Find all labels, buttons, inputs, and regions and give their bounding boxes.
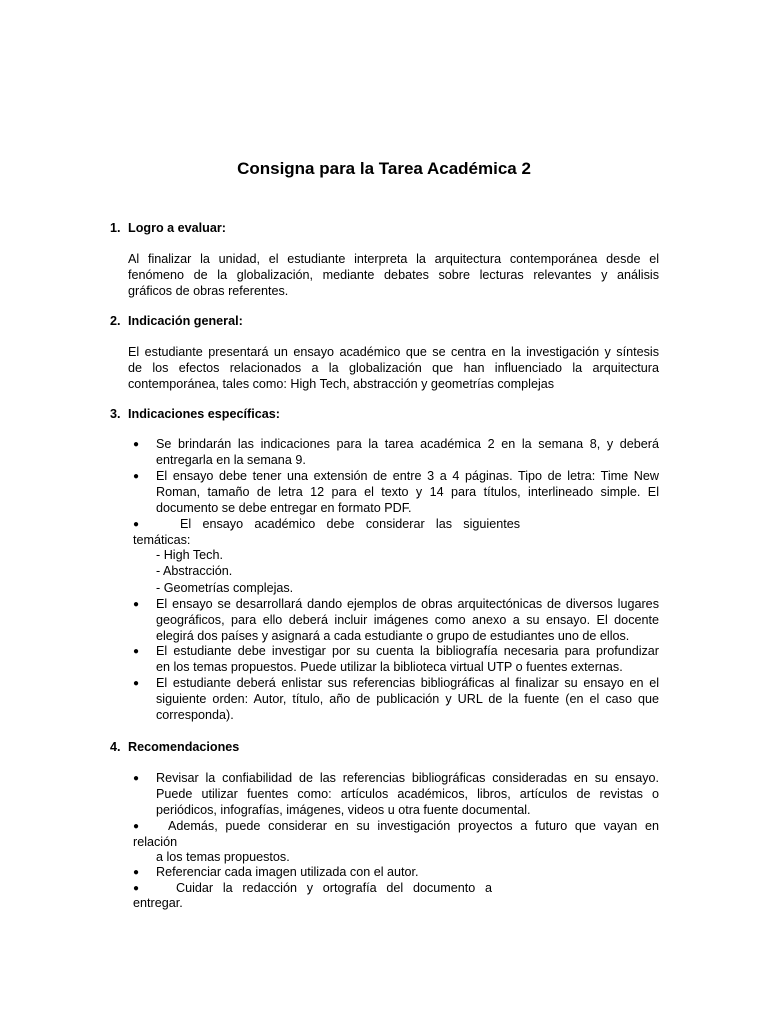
bullet-icon: ● [133,883,140,894]
bullet-icon: ● [133,867,140,878]
section-heading-indicacion-general: 2. Indicación general: [110,314,243,328]
list-item-continuation: temáticas: [133,533,191,547]
list-item-continuation: entregar. [133,896,183,910]
page-title: Consigna para la Tarea Académica 2 [237,159,531,178]
bullet-icon: ● [133,599,140,610]
list-item-continuation: a los temas propuestos. [156,850,290,864]
section-paragraph-indicacion-general: El estudiante presentará un ensayo académico que se centra en la investigación y síntesis de los efectos relacionados a la globalización que han influenciado la arquitectura contemporánea, tales como: High Tech, abstracción y geometrías complejas [128,345,659,391]
list-item: Referenciar cada imagen utilizada con el autor. [156,865,419,879]
list-item: El estudiante debe investigar por su cuenta la bibliografía necesaria para profundizar en los temas propuestos. Puede utilizar la biblioteca virtual UTP o fuentes externas. [156,644,659,674]
list-item: El ensayo se desarrollará dando ejemplos de obras arquitectónicas de diversos lugares geográficos, para ello deberá incluir imágenes como anexo a su ensayo. El docente elegirá dos países y asignará a cada estudiante o grupo de estudiantes uno de ellos. [156,597,659,643]
bullet-icon: ● [133,471,140,482]
subitem-geometrias: - Geometrías complejas. [156,581,294,595]
list-item: Se brindarán las indicaciones para la tarea académica 2 en la semana 8, y deberá entregarla en la semana 9. [156,437,659,467]
bullet-icon: ● [133,519,140,530]
bullet-icon: ● [133,646,140,657]
section-heading-indicaciones-especificas: 3. Indicaciones específicas: [110,407,280,421]
bullet-icon: ● [133,439,140,450]
bullet-icon: ● [133,773,140,784]
section-heading-recomendaciones: 4. Recomendaciones [110,740,240,754]
list-item: El ensayo debe tener una extensión de entre 3 a 4 páginas. Tipo de letra: Time New Roman, tamaño de letra 12 para el texto y 14 para títulos, interlineado simple. El documento se debe entregar en formato PDF. [156,469,659,515]
subitem-high-tech: - High Tech. [156,548,223,562]
list-item: El estudiante deberá enlistar sus referencias bibliográficas al finalizar su ensayo en el siguiente orden: Autor, título, año de publicación y URL de la fuente (en el caso que corresponda). [156,676,659,722]
bullet-icon: ● [133,821,140,832]
subitem-abstraccion: - Abstracción. [156,564,233,578]
section-paragraph-logro: Al finalizar la unidad, el estudiante interpreta la arquitectura contemporánea desde el fenómeno de la globalización, mediante debates sobre lecturas relevantes y análisis gráficos de obras referentes. [128,252,659,298]
list-item: Revisar la confiabilidad de las referencias bibliográficas consideradas en su ensayo. Puede utilizar fuentes como: artículos académicos, libros, artículos de revistas o periódicos, infografías, imágenes, videos u otra fuente documental. [156,771,659,817]
section-heading-logro: 1. Logro a evaluar: [110,221,226,235]
list-item: El ensayo académico debe considerar las siguientes [180,517,520,531]
list-item-continuation: relación [133,835,178,849]
list-item: Además, puede considerar en su investigación proyectos a futuro que vayan en [168,819,659,833]
bullet-icon: ● [133,678,140,689]
list-item: Cuidar la redacción y ortografía del documento a [176,881,492,895]
